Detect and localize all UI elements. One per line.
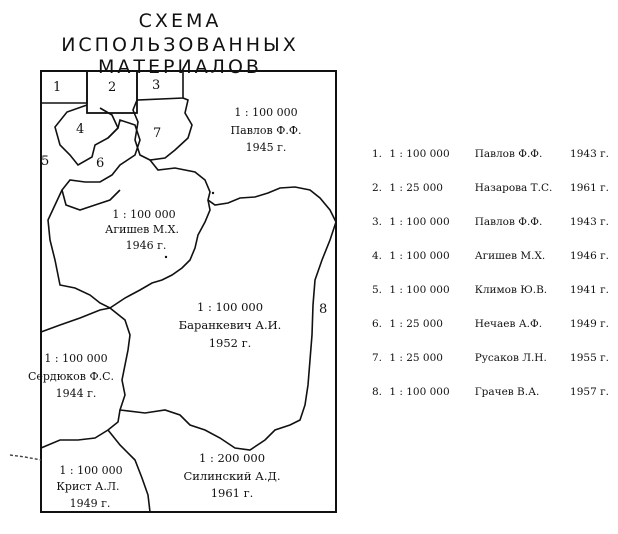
region-agishev-year: 1946 г.	[125, 239, 167, 252]
legend-item-num: 3.	[372, 216, 383, 228]
region-serdyukov-scale: 1 : 100 000	[44, 352, 108, 365]
legend-item-scale: 1 : 100 000	[389, 216, 450, 228]
legend-item-author: Павлов Ф.Ф.	[474, 216, 543, 228]
region-pavlov-author: Павлов Ф.Ф.	[230, 124, 302, 137]
legend-item	[372, 182, 609, 194]
legend-item-year: 1961 г.	[570, 182, 609, 194]
region-silinsky-scale: 1 : 200 000	[198, 451, 266, 465]
region-barankevich-author: Баранкевич А.И.	[178, 318, 282, 332]
legend-item-scale: 1 : 100 000	[389, 386, 450, 398]
boundary-serdyukov-bottom	[41, 410, 120, 448]
region-barankevich	[179, 300, 282, 350]
river-line	[10, 455, 41, 460]
legend-item-scale: 1 : 25 000	[389, 318, 443, 330]
region-silinsky	[183, 451, 280, 500]
sheet-label-5: 5	[41, 154, 50, 169]
legend-item-num: 4.	[372, 250, 383, 262]
legend-item-year: 1941 г.	[570, 284, 609, 296]
legend-item	[372, 216, 609, 228]
region-silinsky-author: Силинский А.Д.	[183, 469, 281, 483]
legend-item-scale: 1 : 100 000	[389, 148, 450, 160]
legend-item	[372, 148, 609, 160]
sheet-label-8: 8	[319, 302, 328, 317]
region-agishev-scale: 1 : 100 000	[112, 208, 176, 221]
region-pavlov-year: 1945 г.	[245, 141, 287, 154]
sheet-label-1: 1	[53, 80, 62, 95]
legend-item-year: 1946 г.	[570, 250, 609, 262]
region-krist-scale: 1 : 100 000	[59, 464, 123, 477]
region-silinsky-year: 1961 г.	[210, 486, 254, 500]
region-agishev	[105, 208, 179, 252]
scheme-subtitle: ИСПОЛЬЗОВАННЫХ МАТЕРИАЛОВ	[61, 34, 299, 78]
legend-item-num: 8.	[372, 386, 383, 398]
region-pavlov-scale: 1 : 100 000	[234, 106, 298, 119]
sheet-label-7: 7	[153, 126, 162, 141]
legend-item-author: Грачев В.А.	[474, 386, 540, 398]
region-krist-year: 1949 г.	[69, 497, 111, 510]
legend-item	[372, 352, 609, 364]
legend-item-author: Нечаев А.Ф.	[474, 318, 543, 330]
sheet-label-6: 6	[96, 156, 105, 171]
legend-item	[372, 386, 609, 398]
legend-item-num: 1.	[372, 148, 383, 160]
legend-item-num: 2.	[372, 182, 383, 194]
legend-item-author: Агишев М.Х.	[474, 250, 546, 262]
legend-item-num: 5.	[372, 284, 383, 296]
legend-item-year: 1943 г.	[570, 216, 609, 228]
region-barankevich-scale: 1 : 100 000	[196, 300, 264, 314]
region-barankevich-year: 1952 г.	[208, 336, 252, 350]
sheet-label-4: 4	[76, 122, 85, 137]
legend-item-scale: 1 : 25 000	[389, 352, 443, 364]
legend-item	[372, 318, 609, 330]
sheet-label-2: 2	[108, 80, 117, 95]
region-krist	[56, 464, 122, 510]
boundary-sheet4	[55, 105, 118, 165]
legend-item	[372, 284, 609, 296]
legend-item-year: 1943 г.	[570, 148, 609, 160]
legend-item-scale: 1 : 100 000	[389, 250, 450, 262]
region-pavlov	[231, 106, 302, 154]
legend-item-year: 1955 г.	[570, 352, 609, 364]
legend-item-year: 1957 г.	[570, 386, 609, 398]
boundary-serdyukov	[41, 308, 110, 332]
region-agishev-author: Агишев М.Х.	[105, 223, 179, 236]
legend-item-scale: 1 : 100 000	[389, 284, 450, 296]
boundary-sheet7	[133, 98, 192, 160]
legend-item-num: 6.	[372, 318, 383, 330]
boundary-pavlov-1945	[150, 160, 336, 222]
sheet-label-3: 3	[152, 78, 161, 93]
legend-item	[372, 250, 609, 262]
legend-item-num: 7.	[372, 352, 383, 364]
legend-item-author: Павлов Ф.Ф.	[474, 148, 543, 160]
scheme-title: СХЕМА	[138, 10, 222, 32]
legend-item-author: Русаков Л.Н.	[474, 352, 547, 364]
legend-item-author: Назарова Т.С.	[474, 182, 553, 194]
legend-item-scale: 1 : 25 000	[389, 182, 443, 194]
region-serdyukov-author: Сердюков Ф.С.	[27, 370, 115, 383]
legend-item-year: 1949 г.	[570, 318, 609, 330]
legend-item-author: Климов Ю.В.	[474, 284, 548, 296]
region-krist-author: Крист А.Л.	[56, 480, 120, 493]
region-serdyukov-year: 1944 г.	[55, 387, 97, 400]
boundary-sheet1-bottom	[41, 71, 87, 103]
